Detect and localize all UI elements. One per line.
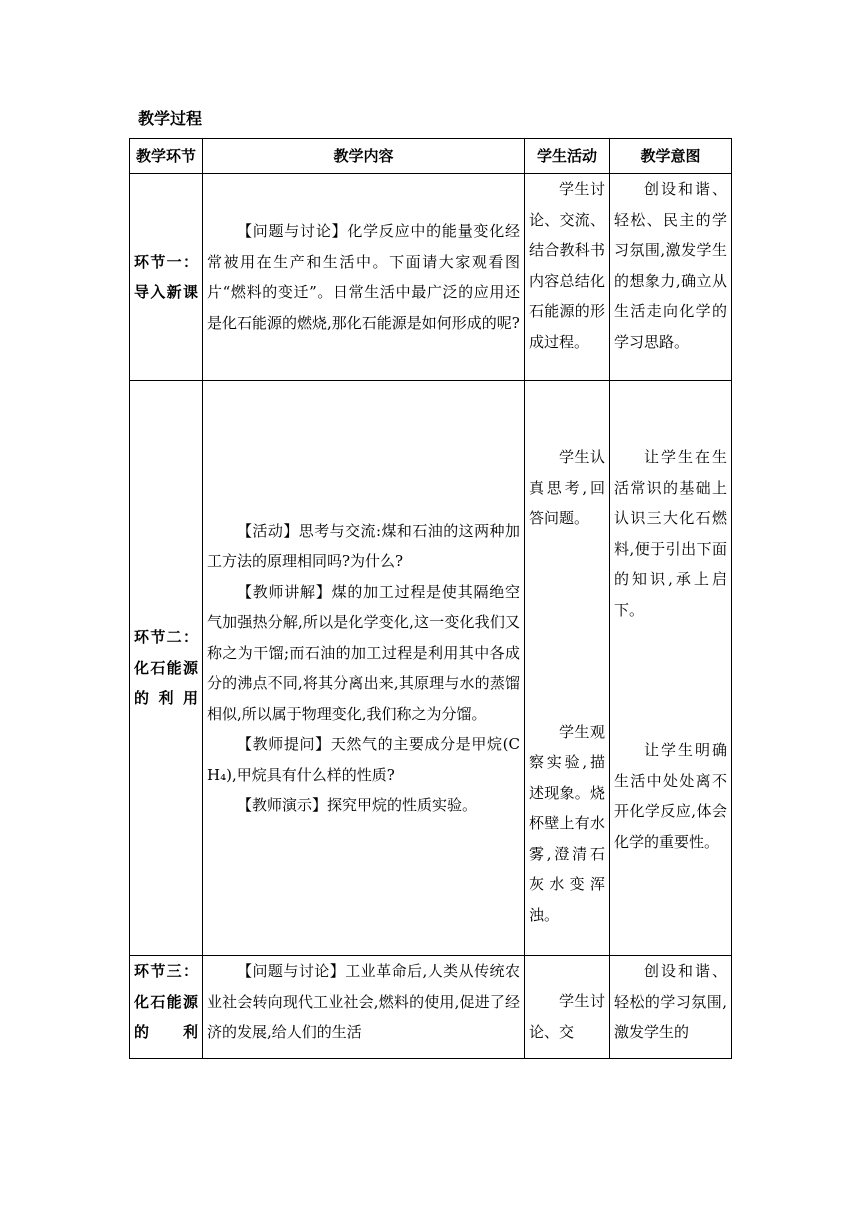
content-paragraph: 【问题与讨论】工业革命后,人类从传统农业社会转向现代工业社会,燃料的使用,促进了经济的发展,给人们的生活 — [207, 962, 520, 1041]
student-activity-cell — [525, 956, 610, 1059]
column-header-student: 学生活动 — [525, 139, 610, 174]
content-cell — [203, 381, 525, 956]
content-paragraph: 【教师提问】天然气的主要成分是甲烷(CH₄),甲烷具有什么样的性质? — [207, 735, 520, 784]
content-paragraph: 【教师演示】探究甲烷的性质实验。 — [237, 796, 478, 814]
table-header-row — [130, 139, 732, 174]
table-row — [130, 174, 732, 381]
intent-text: 让学生明确生活中处处离不开化学反应,体会化学的重要性。 — [614, 741, 727, 851]
student-activity-cell — [525, 174, 610, 381]
student-activity-text: 学生观察实验,描述现象。烧杯壁上有水雾,澄清石灰水变浑浊。 — [529, 722, 605, 924]
stage-cell: 环节二：化石能源的利用 — [130, 381, 203, 956]
content-cell — [203, 956, 525, 1059]
stage-cell: 环节三：化石能源的利 — [130, 956, 203, 1059]
lesson-plan-table — [129, 138, 732, 1059]
intent-cell — [610, 956, 732, 1059]
student-activity-text: 学生讨论、交 — [529, 992, 605, 1041]
student-activity-text: 学生认真思考,回答问题。 — [529, 448, 605, 527]
section-title: 教学过程 — [138, 109, 203, 128]
student-activity-cell — [525, 381, 610, 956]
column-header-stage: 教学环节 — [130, 139, 203, 174]
table-row — [130, 956, 732, 1059]
intent-text: 创设和谐、轻松的学习氛围,激发学生的 — [614, 962, 727, 1041]
student-activity-text: 学生讨论、交流、结合教科书内容总结化石能源的形成过程。 — [529, 180, 605, 351]
content-paragraph: 【问题与讨论】化学反应中的能量变化经常被用在生产和生活中。下面请大家观看图片“燃料的变迁”。日常生活中最广泛的应用还是化石能源的燃烧,那化石能源是如何形成的呢? — [207, 222, 520, 332]
column-header-intent: 教学意图 — [610, 139, 732, 174]
stage-cell: 环节一：导入新课 — [130, 174, 203, 381]
intent-cell — [610, 381, 732, 956]
table-row — [130, 381, 732, 956]
content-paragraph: 【活动】思考与交流:煤和石油的这两种加工方法的原理相同吗?为什么? — [207, 521, 520, 570]
content-paragraph: 【教师讲解】煤的加工过程是使其隔绝空气加强热分解,所以是化学变化,这一变化我们又称之为干馏;而石油的加工过程是利用其中各成分的沸点不同,将其分离出来,其原理与水的蒸馏相似,所以属于物理变化,我们称之为分馏。 — [207, 582, 520, 723]
content-cell — [203, 174, 525, 381]
column-header-content: 教学内容 — [203, 139, 525, 174]
intent-text: 让学生在生活常识的基础上认识三大化石燃料,便于引出下面的知识,承上启下。 — [614, 448, 727, 619]
intent-text: 创设和谐、轻松、民主的学习氛围,激发学生的想象力,确立从生活走向化学的学习思路。 — [614, 180, 727, 351]
intent-cell — [610, 174, 732, 381]
